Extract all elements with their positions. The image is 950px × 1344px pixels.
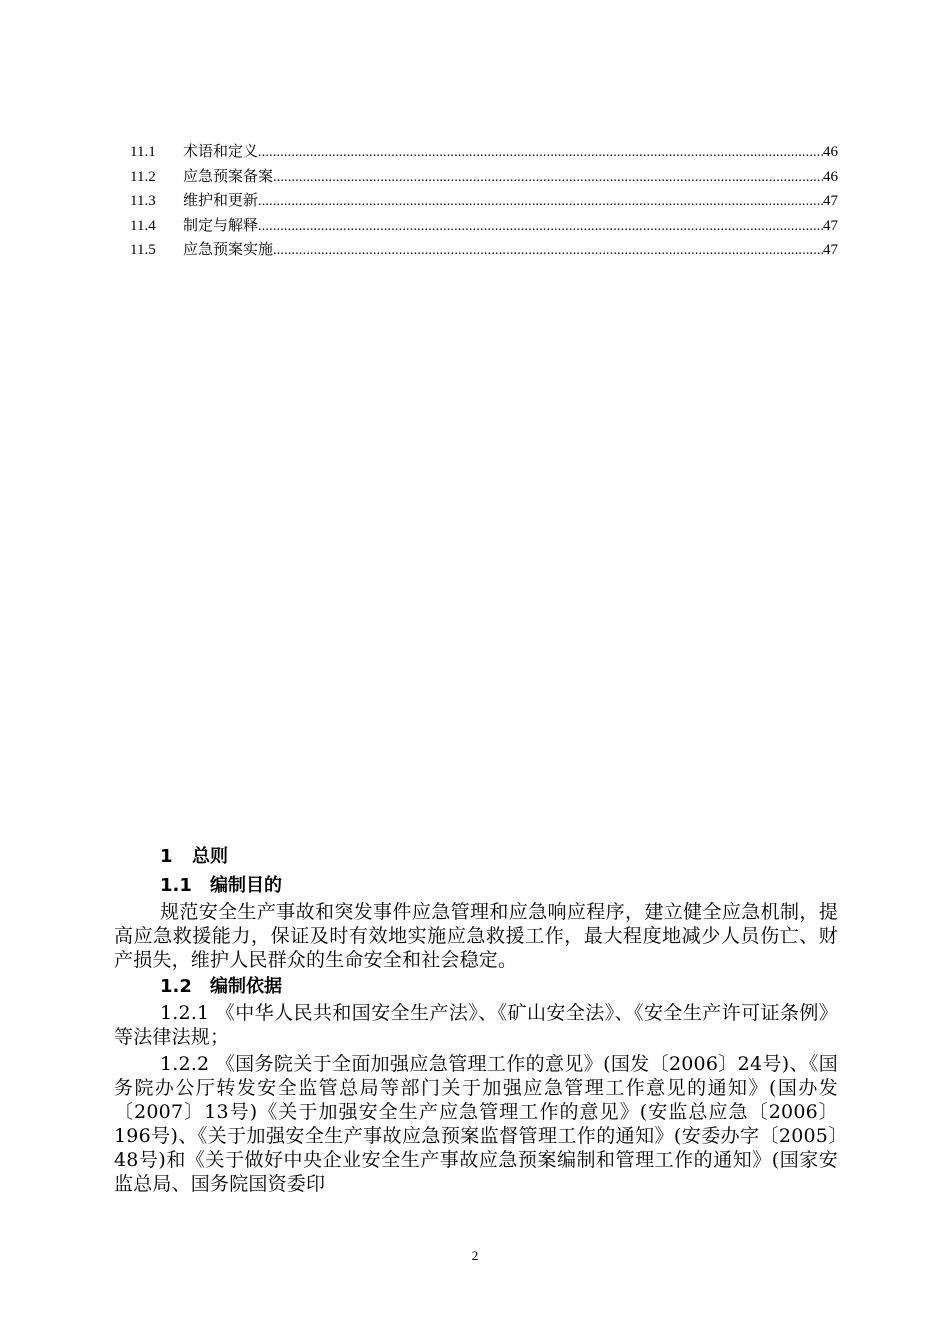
- toc-entry-title: 术语和定义: [183, 142, 259, 160]
- paragraph-purpose: 规范安全生产事故和突发事件应急管理和应急响应程序，建立健全应急机制，提高应急救援能力，保证及时有效地实施应急救援工作，最大程度地减少人员伤亡、财产损失，维护人民群众的生命安全和社会稳定。: [114, 901, 838, 971]
- toc-entry-page: 47: [823, 217, 838, 234]
- toc-entry-number: 11.4: [130, 217, 156, 234]
- toc-entry[interactable]: [130, 164, 838, 189]
- toc-entry-page: 47: [823, 242, 838, 259]
- toc-entry-page: 47: [823, 193, 838, 210]
- toc-entry-title: 维护和更新: [183, 191, 259, 210]
- toc-entry-number: 11.3: [130, 193, 156, 210]
- toc-entry[interactable]: [130, 213, 838, 238]
- toc-dot-leader: [258, 215, 823, 240]
- toc-entry[interactable]: [130, 237, 838, 262]
- toc-dot-leader: [273, 239, 823, 264]
- toc-entry[interactable]: [130, 188, 838, 213]
- paragraph-basis-1-2-1: 1.2.1 《中华人民共和国安全生产法》、《矿山安全法》、《安全生产许可证条例》等法律法规；: [114, 1002, 838, 1048]
- section-title: 总则: [192, 846, 228, 867]
- toc-entry-page: 46: [823, 168, 838, 185]
- page-number: 2: [471, 1248, 479, 1263]
- toc-entry-number: 11.1: [130, 144, 156, 160]
- table-of-contents: [130, 139, 838, 262]
- document-body: [114, 842, 838, 1196]
- toc-dot-leader: [258, 141, 823, 166]
- toc-entry-page: 46: [823, 144, 838, 160]
- toc-entry[interactable]: [130, 139, 838, 164]
- section-title: 编制依据: [210, 976, 282, 997]
- toc-entry-number: 11.2: [130, 168, 156, 185]
- paragraph-basis-1-2-2: 1.2.2 《国务院关于全面加强应急管理工作的意见》(国发〔2006〕24号)、《国务院办公厅转发安全监管总局等部门关于加强应急管理工作意见的通知》(国办发〔2007〕13号)《关于加强安全生产应急管理工作的意见》(安监总应急〔2006〕196号)、《关于加强安全生产事故应急预案监督管理工作的通知》(安委办字〔2005〕48号)和《关于做好中央企业安全生产事故应急预案编制和管理工作的通知》(国家安监总局、国务院国资委印: [114, 1053, 838, 1195]
- section-number: 1.1: [160, 875, 192, 896]
- toc-entry-title: 应急预案备案: [183, 166, 274, 185]
- section-heading-1-2: [114, 972, 838, 1001]
- section-number: 1.2: [160, 976, 192, 997]
- toc-entry-title: 应急预案实施: [183, 240, 274, 259]
- section-number: 1: [160, 846, 173, 867]
- toc-dot-leader: [258, 190, 823, 215]
- section-title: 编制目的: [210, 875, 282, 896]
- toc-entry-title: 制定与解释: [183, 215, 259, 234]
- section-heading-1: [114, 842, 838, 871]
- section-heading-1-1: [114, 871, 838, 900]
- toc-dot-leader: [273, 166, 823, 191]
- toc-entry-number: 11.5: [130, 242, 156, 259]
